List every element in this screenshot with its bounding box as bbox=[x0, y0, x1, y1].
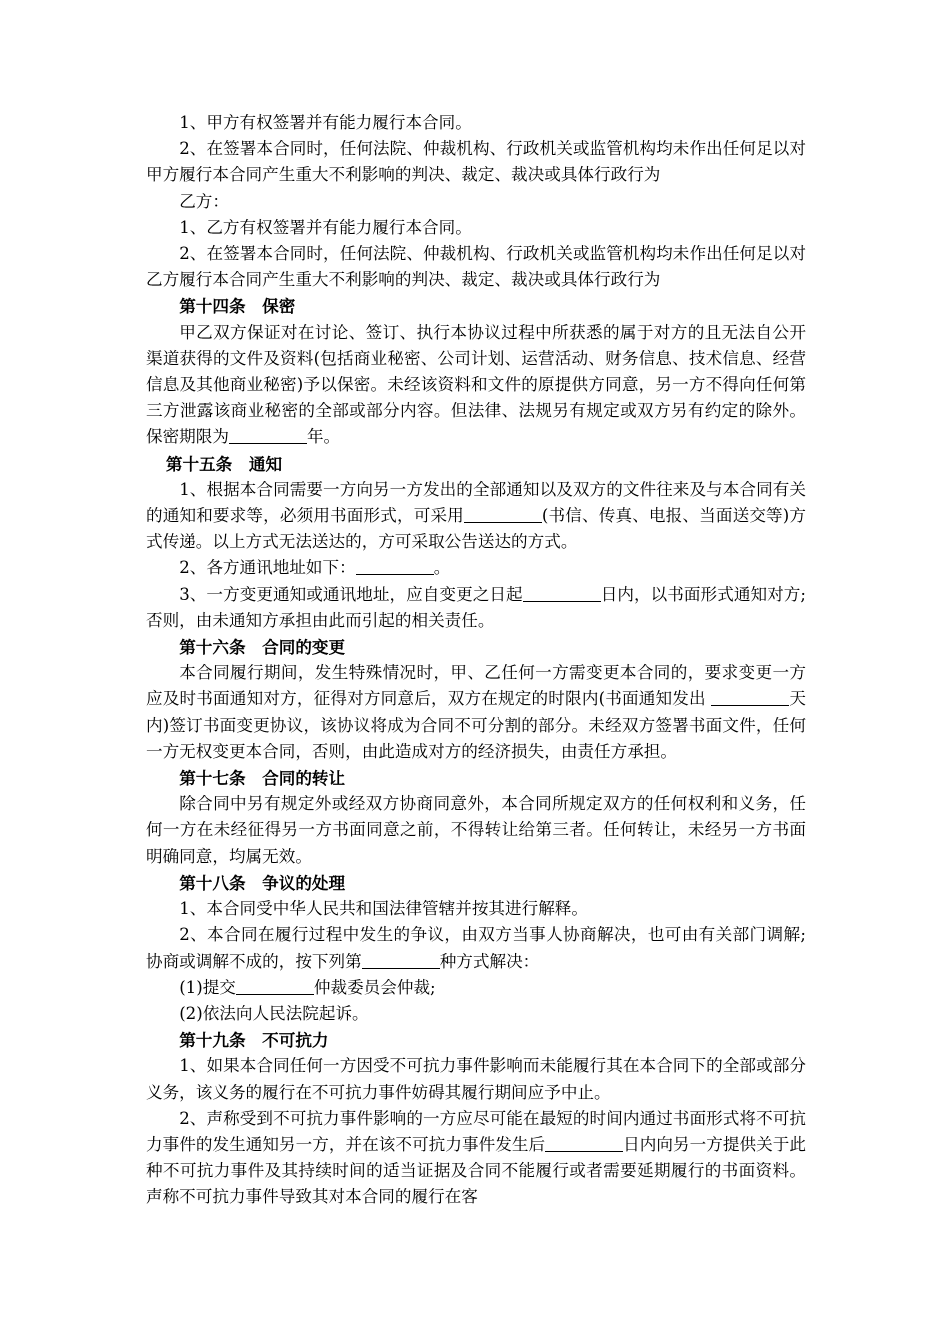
paragraph bbox=[146, 241, 806, 293]
paragraph-text: 除合同中另有规定外或经双方协商同意外，本合同所规定双方的任何权利和义务，任何一方在未经征得另一方书面同意之前，不得转让给第三者。任何转让，未经另一方书面明确同意，均属无效。 bbox=[146, 794, 806, 866]
paragraph-text-continued: 天内)签订书面变更协议，该协议将成为合同不可分割的部分。未经双方签署书面文件，任何一方无权变更本合同，否则，由此造成对方的经济损失，由责任方承担。 bbox=[146, 689, 806, 761]
paragraph-text: 第十八条 争议的处理 bbox=[179, 872, 346, 893]
paragraph-text: 1、甲方有权签署并有能力履行本合同。 bbox=[179, 113, 472, 132]
paragraph bbox=[146, 189, 806, 215]
paragraph-text: 甲乙双方保证对在讨论、签订、执行本协议过程中所获悉的属于对方的且无法自公开渠道获得的文件及资料(包括商业秘密、公司计划、运营活动、财务信息、技术信息、经营信息及其他商业秘密)予以保密。未经该资料和文件的原提供方同意，另一方不得向任何第三方泄露该商业秘密的全部或部分内容。但法律、法规另有规定或双方另有约定的除外。保密期限为 bbox=[146, 322, 806, 447]
paragraph-text: 2、在签署本合同时，任何法院、仲裁机构、行政机关或监管机构均未作出任何足以对乙方履行本合同产生重大不利影响的判决、裁定、裁决或具体行政行为 bbox=[146, 244, 806, 290]
fill-in-blank[interactable] bbox=[356, 558, 434, 575]
paragraph-text: 乙方： bbox=[179, 191, 229, 211]
paragraph-text: 第十五条 通知 bbox=[165, 453, 283, 474]
article-heading bbox=[146, 293, 806, 319]
paragraph-text: 1、乙方有权签署并有能力履行本合同。 bbox=[179, 217, 472, 237]
fill-in-blank[interactable] bbox=[236, 978, 314, 995]
paragraph-text-continued: 日内向另一方提供关于此种不可抗力事件及其持续时间的适当证据及合同不能履行或者需要延期履行的书面资料。声称不可抗力事件导致其对本合同的履行在客 bbox=[146, 1134, 807, 1207]
fill-in-blank[interactable] bbox=[523, 585, 601, 602]
fill-in-blank[interactable] bbox=[362, 952, 440, 969]
paragraph bbox=[146, 791, 806, 870]
paragraph-text: 2、在签署本合同时，任何法院、仲裁机构、行政机关或监管机构均未作出任何足以对甲方履行本合同产生重大不利影响的判决、裁定、裁决或具体行政行为 bbox=[146, 139, 806, 185]
paragraph-text-continued: 年。 bbox=[306, 427, 341, 447]
article-heading bbox=[146, 1027, 806, 1053]
paragraph-text: 第十四条 保密 bbox=[179, 296, 296, 317]
paragraph bbox=[146, 1053, 806, 1105]
paragraph-text: 1、如果本合同任何一方因受不可抗力事件影响而未能履行其在本合同下的全部或部分义务，该义务的履行在不可抗力事件妨碍其履行期间应予中止。 bbox=[146, 1056, 806, 1102]
article-heading bbox=[146, 451, 806, 477]
paragraph-text: 2、各方通讯地址如下： bbox=[179, 558, 356, 578]
paragraph-text: 1、根据本合同需要一方向另一方发出的全部通知以及双方的文件往来及与本合同有关的通知和要求等，必须用书面形式，可采用 bbox=[146, 479, 806, 526]
paragraph-text-continued: (书信、传真、电报、当面送交等)方式传递。以上方式无法送达的，方可采取公告送达的方式。 bbox=[146, 506, 806, 552]
paragraph bbox=[146, 136, 806, 188]
paragraph-text: 第十七条 合同的转让 bbox=[179, 768, 346, 789]
paragraph bbox=[146, 320, 806, 451]
document-page bbox=[146, 110, 806, 1211]
fill-in-blank[interactable] bbox=[711, 689, 789, 706]
paragraph-text: 本合同履行期间，发生特殊情况时，甲、乙任何一方需变更本合同的，要求变更一方应及时书面通知对方，征得对方同意后，双方在规定的时限内(书面通知发出 bbox=[146, 663, 806, 709]
article-heading bbox=[146, 634, 806, 660]
paragraph bbox=[146, 896, 806, 922]
paragraph-text-continued: 日内，以书面形式通知对方;否则，由未通知方承担由此而引起的相关责任。 bbox=[146, 584, 807, 630]
paragraph bbox=[146, 555, 806, 581]
paragraph bbox=[146, 477, 806, 556]
paragraph-text-continued: 。 bbox=[433, 558, 451, 578]
fill-in-blank[interactable] bbox=[464, 506, 542, 523]
paragraph-text-continued: 种方式解决： bbox=[439, 951, 540, 971]
article-heading bbox=[146, 765, 806, 791]
paragraph-text: 2、本合同在履行过程中发生的争议，由双方当事人协商解决，也可由有关部门调解;协商或调解不成的，按下列第 bbox=[146, 925, 806, 971]
paragraph-text: 3、一方变更通知或通讯地址，应自变更之日起 bbox=[179, 584, 523, 604]
paragraph bbox=[146, 215, 806, 241]
fill-in-blank[interactable] bbox=[229, 427, 307, 444]
paragraph-text: 第十九条 不可抗力 bbox=[179, 1030, 329, 1051]
paragraph bbox=[146, 1001, 806, 1027]
paragraph-text: (2)依法向人民法院起诉。 bbox=[179, 1003, 369, 1023]
paragraph-text: 1、本合同受中华人民共和国法律管辖并按其进行解释。 bbox=[179, 899, 588, 919]
paragraph bbox=[146, 975, 806, 1001]
fill-in-blank[interactable] bbox=[545, 1135, 623, 1152]
paragraph-text: 第十六条 合同的变更 bbox=[179, 637, 346, 658]
paragraph-text: 2、声称受到不可抗力事件影响的一方应尽可能在最短的时间内通过书面形式将不可抗力事件的发生通知另一方，并在该不可抗力事件发生后 bbox=[146, 1108, 806, 1154]
paragraph bbox=[146, 660, 806, 765]
paragraph-text-continued: 仲裁委员会仲裁; bbox=[313, 977, 436, 997]
paragraph bbox=[146, 110, 806, 136]
paragraph bbox=[146, 1106, 806, 1211]
article-heading bbox=[146, 870, 806, 896]
paragraph bbox=[146, 582, 806, 634]
paragraph-text: (1)提交 bbox=[179, 977, 236, 997]
paragraph bbox=[146, 922, 806, 974]
